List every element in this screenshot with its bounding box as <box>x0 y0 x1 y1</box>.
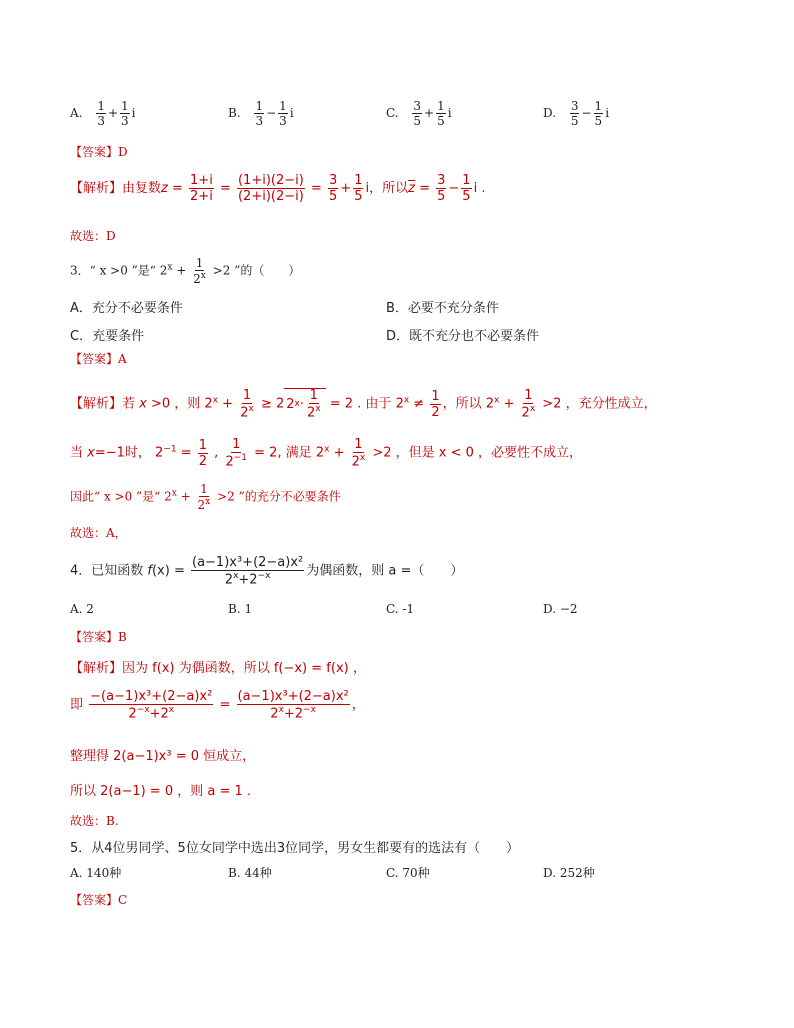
q3-option-a: A．充分不必要条件 <box>70 301 183 316</box>
q3-analysis-line3: 因此“ x >0 ”是“ $2^x$ + $\frac{1}{2^x}$ >2 ”的充分不必要条件 <box>70 482 341 512</box>
q4-analysis-line4: 所以 2(a−1) = 0 ，则 a = 1 . <box>70 784 252 799</box>
q4-option-c: C. -1 <box>386 602 415 616</box>
q2-answer <box>70 143 128 160</box>
q4-option-b: B. 1 <box>228 602 253 616</box>
q2-option-c: C. $\frac{3}{5}$ + $\frac{1}{5}$ i <box>386 99 452 128</box>
q5-option-a: A. 140种 <box>70 866 122 880</box>
q4-analysis-line1: 【解析】因为 f(x) 为偶函数，所以 f(−x) = f(x) ， <box>70 661 366 676</box>
q3-choose: 故选：A， <box>70 526 127 540</box>
q5-answer: 【答案】C <box>70 893 128 907</box>
q2-option-d: D. $\frac{3}{5}$ − $\frac{1}{5}$ i <box>543 99 610 128</box>
q4-analysis-line3: 整理得 2(a−1)x³ = 0 恒成立， <box>70 749 256 764</box>
answer-tag: 【答案】 <box>70 145 119 159</box>
q4-choose: 故选：B. <box>70 814 119 828</box>
q5-option-c: C. 70种 <box>386 866 430 880</box>
q4-option-a: A. 2 <box>70 602 94 616</box>
q2-option-b: B. $\frac{1}{3}$ − $\frac{1}{3}$ i <box>228 99 294 128</box>
q4-answer: 【答案】B <box>70 630 127 644</box>
q3-stem: 3．“ x >0 ”是“ $2^x$ + $\frac{1}{2^x}$ >2 ”的（ ） <box>70 256 301 286</box>
q3-analysis-line2: 当 x=−1时， $2^{-1}$ = $\frac{1}{2}$ , $\frac{1}{2^{-1}}$ = 2, 满足 $2^x$ + $\frac{1}{2^x}$ >2 ，但是 x < 0 ，必要性不成立， <box>70 437 583 470</box>
q5-option-b: B. 44种 <box>228 866 272 880</box>
q3-option-b: B．必要不充分条件 <box>386 301 499 316</box>
q5-option-d: D. 252种 <box>543 866 595 880</box>
answer-value: D <box>118 145 128 159</box>
q4-stem: 4．已知函数 f(x) = $\frac{\text{(a−1)x³+(2−a)x²}}{2^x+2^{-x}}$ 为偶函数，则 a =（ ） <box>70 555 464 588</box>
q2-option-a: A. $\frac{1}{3}$ + $\frac{1}{3}$ i <box>70 99 136 128</box>
q3-answer: 【答案】A <box>70 352 127 366</box>
q5-stem: 5．从4位男同学、5位女同学中选出3位同学，男女生都要有的选法有（ ） <box>70 841 520 856</box>
q4-analysis-line2: 即 $\frac{\text{−(a−1)x³+(2−a)x²}}{2^{-x}+2^x}$ = $\frac{\text{(a−1)x³+(2−a)x²}}{2^x+2^{-x}}$ ， <box>70 689 365 722</box>
q3-option-c: C．充要条件 <box>70 329 145 344</box>
q4-option-d: D. −2 <box>543 602 578 616</box>
q2-analysis: 【解析】由复数z = $\frac{1+i}{2+i}$ = $\frac{(1+i)(2-i)}{(2+i)(2-i)}$ = $\frac{3}{5}$ + $\frac{1}{5}$ i，所以z = $\frac{3}{5}$ − $\frac{1}{5}$ i . <box>70 173 486 204</box>
q2-choose: 故选：D <box>70 229 116 243</box>
q3-analysis-line1: 【解析】若 x >0 ，则 $2^x$ + $\frac{1}{2^x}$ ≥ 2 2 x · $\frac{1}{2^x}$ = 2 . 由于 $2^x$ ≠ $\frac{1}{2}$ ，所以 $2^x$ + $\frac{1}{2^x}$ >2 ，充分性成立， <box>70 388 657 421</box>
q3-option-d: D．既不充分也不必要条件 <box>386 329 540 344</box>
